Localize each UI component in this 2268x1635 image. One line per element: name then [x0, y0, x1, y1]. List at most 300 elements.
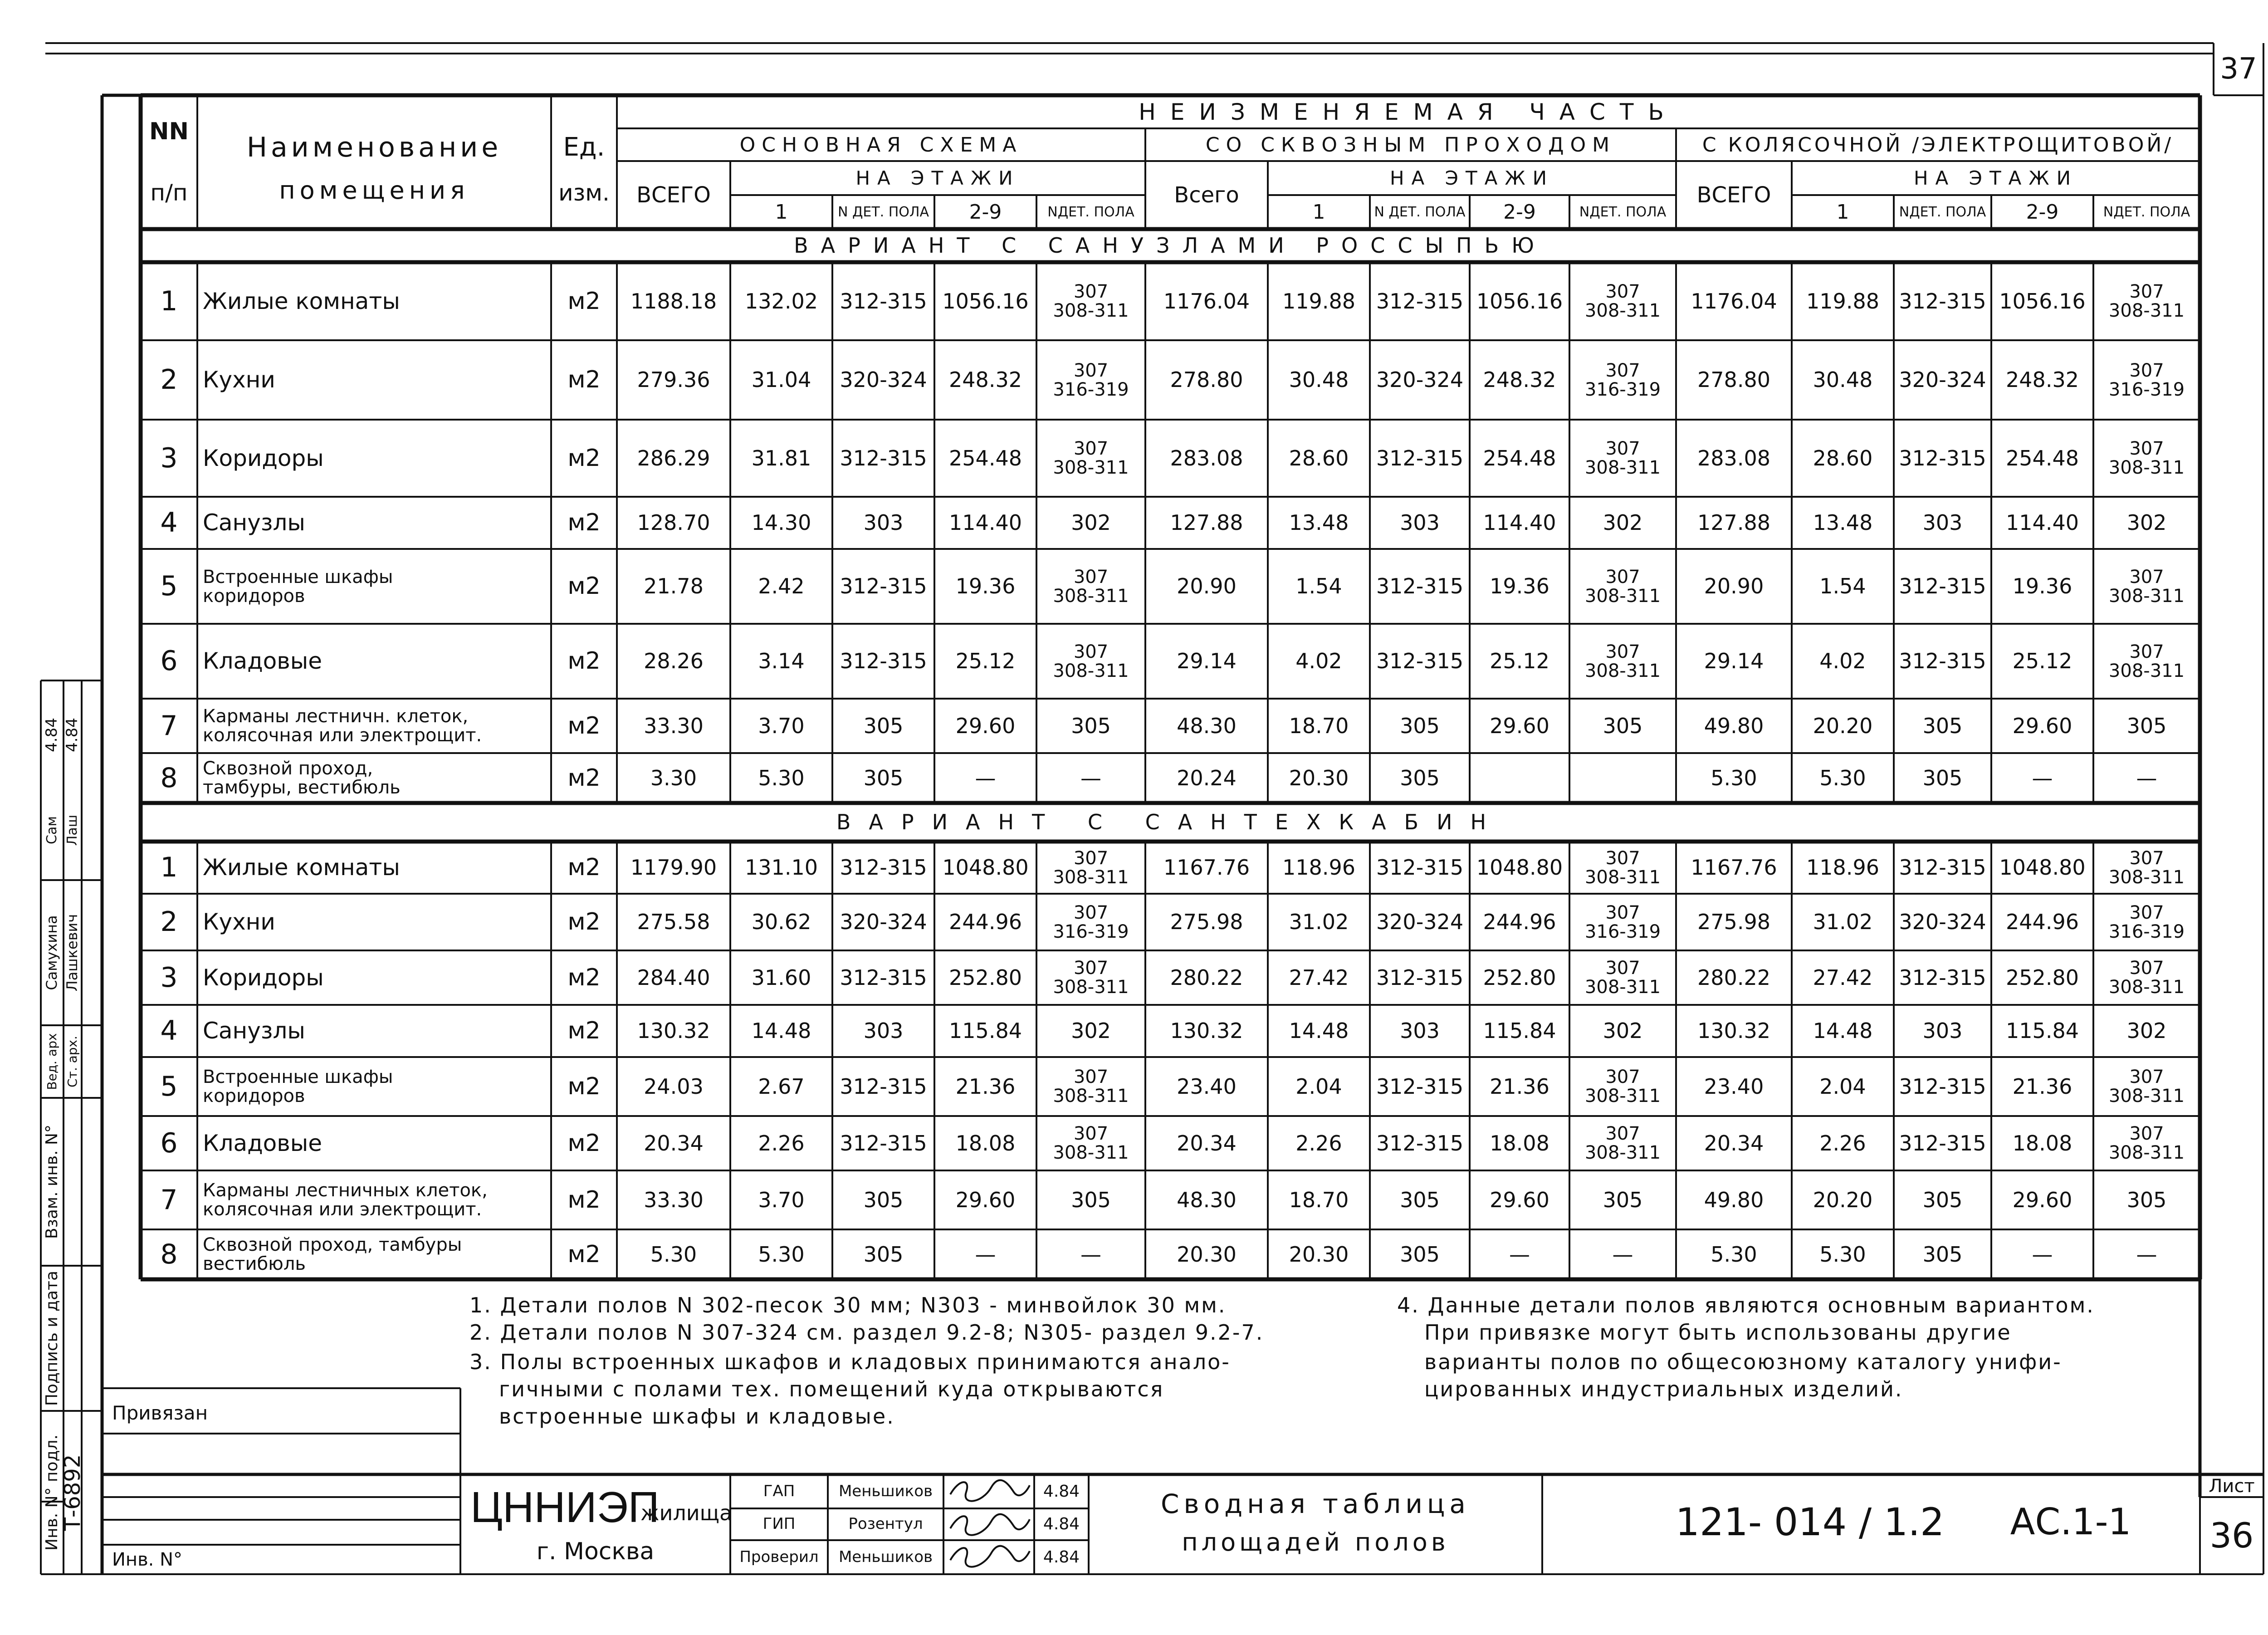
table-cell: 305: [1071, 713, 1111, 738]
row-name: Кладовые: [203, 1130, 322, 1156]
table-cell: —: [975, 1242, 996, 1267]
table-cell: 18.70: [1289, 1187, 1349, 1212]
stamp-sheet-code: АС.1-1: [2010, 1501, 2131, 1543]
table-cell: 302: [1603, 510, 1643, 535]
table-cell: 312-315: [1376, 965, 1464, 990]
table-cell: 14.30: [751, 510, 811, 535]
table-cell: 1179.90: [630, 855, 717, 880]
floor-subheader: 1: [775, 200, 788, 224]
table-cell: 254.48: [2006, 445, 2079, 470]
row-name: Карманы лестничн. клеток, колясочная или электрощит.: [203, 706, 482, 746]
table-cell: 303: [863, 1018, 904, 1043]
table-cell: 307 308-311: [2108, 566, 2185, 607]
floor-subheader: N ДЕТ. ПОЛА: [1374, 204, 1466, 220]
row-number: 8: [160, 762, 178, 794]
row-name: Кухни: [203, 909, 275, 935]
stamp-inv-no: Инв. N°: [112, 1549, 182, 1570]
table-cell: 307 308-311: [1053, 1123, 1129, 1163]
table-cell: 29.14: [1704, 649, 1764, 674]
table-cell: 312-315: [1899, 574, 1986, 599]
row-name: Кухни: [203, 367, 275, 393]
stamp-role: Проверил: [739, 1547, 819, 1566]
table-cell: 305: [2126, 1187, 2167, 1212]
row-unit: м2: [567, 573, 601, 600]
table-cell: 28.60: [1289, 445, 1349, 470]
table-cell: 278.80: [1697, 367, 1770, 392]
table-cell: 307 308-311: [1584, 847, 1661, 888]
stamp-role-date: 4.84: [1043, 1482, 1080, 1501]
table-cell: 48.30: [1177, 1187, 1237, 1212]
table-cell: 302: [2126, 1018, 2167, 1043]
floor-subheader: NДЕТ. ПОЛА: [1047, 204, 1134, 220]
table-cell: 114.40: [1483, 510, 1556, 535]
table-cell: 13.48: [1813, 510, 1873, 535]
table-cell: 3.30: [650, 765, 697, 790]
stamp-role-name: Розентул: [848, 1515, 923, 1533]
stamp-privyazan: Привязан: [112, 1401, 208, 1424]
table-cell: 21.36: [1490, 1074, 1549, 1099]
table-cell: 119.88: [1282, 289, 1355, 313]
row-number: 1: [160, 285, 178, 317]
row-number: 5: [160, 570, 178, 602]
table-cell: 14.48: [751, 1018, 811, 1043]
table-cell: 1048.80: [942, 855, 1029, 880]
table-cell: 23.40: [1177, 1074, 1237, 1099]
table-cell: 312-315: [1899, 1074, 1986, 1099]
row-name: Карманы лестничных клеток, колясочная или электрощит.: [203, 1180, 488, 1220]
table-cell: 49.80: [1704, 1187, 1764, 1212]
stamp-list-no: 36: [2209, 1515, 2254, 1556]
table-cell: 1048.80: [1476, 855, 1563, 880]
stamp-title-line1: Сводная таблица: [1161, 1488, 1470, 1519]
group-floors-header: НА ЭТАЖИ: [1913, 166, 2078, 189]
table-cell: 244.96: [1483, 910, 1556, 935]
row-name: Санузлы: [203, 1018, 305, 1044]
table-cell: 29.60: [955, 713, 1016, 738]
table-cell: 20.30: [1289, 765, 1349, 790]
table-cell: 284.40: [637, 965, 710, 990]
table-cell: 21.78: [644, 574, 704, 599]
table-cell: 1.54: [1295, 574, 1342, 599]
table-cell: 312-315: [1376, 649, 1464, 674]
table-cell: 20.20: [1813, 1187, 1873, 1212]
table-cell: 4.02: [1295, 649, 1342, 674]
table-cell: 29.60: [1490, 1187, 1549, 1212]
table-cell: 280.22: [1170, 965, 1243, 990]
table-cell: 312-315: [1899, 855, 1986, 880]
table-cell: 1056.16: [1999, 289, 2086, 313]
table-cell: 303: [1922, 1018, 1963, 1043]
table-cell: 307 308-311: [1053, 566, 1129, 607]
table-cell: —: [1509, 1242, 1530, 1267]
table-cell: 307 308-311: [1053, 438, 1129, 478]
row-unit: м2: [567, 764, 601, 792]
table-cell: 252.80: [2006, 965, 2079, 990]
table-cell: 307 308-311: [1584, 958, 1661, 998]
floor-subheader: NДЕТ. ПОЛА: [2103, 204, 2190, 220]
stamp-role-date: 4.84: [1043, 1547, 1080, 1566]
table-cell: 312-315: [840, 649, 927, 674]
table-cell: 28.26: [644, 649, 704, 674]
table-cell: 127.88: [1170, 510, 1243, 535]
table-cell: 307 308-311: [1053, 958, 1129, 998]
side-approval-sign: Сам: [44, 816, 60, 844]
table-cell: 303: [1400, 510, 1440, 535]
table-cell: 254.48: [949, 445, 1022, 470]
table-cell: 5.30: [1819, 1242, 1866, 1267]
table-cell: 312-315: [840, 574, 927, 599]
table-cell: 307 308-311: [1584, 1067, 1661, 1106]
page-number-top: 37: [2220, 52, 2257, 86]
table-cell: 5.30: [650, 1242, 697, 1267]
group-total-header: ВСЕГО: [1696, 182, 1771, 208]
table-cell: 320-324: [840, 910, 927, 935]
table-cell: 130.32: [637, 1018, 710, 1043]
floor-subheader: 2-9: [1503, 200, 1536, 224]
table-cell: 307 308-311: [1584, 566, 1661, 607]
table-cell: 14.48: [1813, 1018, 1873, 1043]
table-cell: 312-315: [1899, 649, 1986, 674]
table-cell: [1569, 753, 1676, 803]
table-cell: 29.60: [955, 1187, 1016, 1212]
row-number: 1: [160, 852, 178, 883]
table-cell: —: [2136, 765, 2157, 790]
table-cell: 307 308-311: [1053, 281, 1129, 321]
table-cell: 1167.76: [1691, 855, 1777, 880]
table-cell: 118.96: [1282, 855, 1355, 880]
table-cell: 19.36: [2012, 574, 2072, 599]
table-cell: 20.20: [1813, 713, 1873, 738]
table-cell: 312-315: [840, 445, 927, 470]
table-cell: 27.42: [1289, 965, 1349, 990]
header-nn: NN: [149, 117, 189, 145]
table-cell: 20.34: [1177, 1131, 1237, 1155]
table-cell: 130.32: [1170, 1018, 1243, 1043]
row-name: Коридоры: [203, 445, 324, 471]
table-cell: 307 308-311: [1053, 641, 1129, 681]
header-pp: п/п: [150, 179, 188, 206]
stamp-org-sub: жилища: [640, 1500, 733, 1525]
table-cell: 119.88: [1806, 289, 1879, 313]
table-cell: 1176.04: [1163, 289, 1250, 313]
stamp-role-date: 4.84: [1043, 1515, 1080, 1534]
table-cell: 320-324: [1376, 367, 1464, 392]
table-cell: 312-315: [840, 1074, 927, 1099]
section-title: ВАРИАНТ С САНТЕХКАБИН: [836, 810, 1505, 835]
table-cell: 2.04: [1819, 1074, 1866, 1099]
table-cell: —: [1080, 765, 1101, 790]
table-cell: 305: [1400, 1187, 1440, 1212]
stamp-org-city: г. Москва: [536, 1537, 655, 1565]
table-cell: 248.32: [1483, 367, 1556, 392]
table-cell: —: [2032, 765, 2053, 790]
table-cell: —: [2032, 1242, 2053, 1267]
stamp-list-label: Лист: [2209, 1476, 2255, 1497]
table-cell: 307 316-319: [2108, 360, 2185, 400]
table-cell: 30.62: [751, 910, 811, 935]
table-cell: 305: [863, 713, 904, 738]
floor-subheader: 2-9: [2026, 200, 2059, 224]
table-cell: [1470, 753, 1569, 803]
row-unit: м2: [567, 366, 601, 394]
side-approval-name: Самухина: [43, 915, 61, 990]
table-cell: 307 308-311: [1053, 847, 1129, 888]
table-cell: 25.12: [1490, 649, 1549, 674]
table-cell: 18.08: [955, 1131, 1016, 1155]
table-cell: 2.04: [1295, 1074, 1342, 1099]
group-total-header: Всего: [1174, 182, 1239, 208]
table-cell: 307 308-311: [2108, 438, 2185, 478]
row-number: 6: [160, 645, 178, 677]
row-unit: м2: [567, 964, 601, 991]
table-cell: 28.60: [1813, 445, 1873, 470]
side-inv-value: Т-6892: [59, 1454, 85, 1531]
table-cell: 252.80: [1483, 965, 1556, 990]
table-cell: 307 316-319: [1053, 902, 1129, 942]
table-cell: 312-315: [1899, 445, 1986, 470]
table-cell: 25.12: [2012, 649, 2072, 674]
table-cell: 3.70: [758, 713, 805, 738]
signature-icon: [946, 1510, 1032, 1538]
table-cell: 21.36: [955, 1074, 1016, 1099]
table-cell: 130.32: [1697, 1018, 1770, 1043]
row-name: Сквозной проход, тамбуры, вестибюль: [203, 758, 401, 798]
table-cell: 3.70: [758, 1187, 805, 1212]
side-inv-label: Инв. N° подл.: [43, 1434, 62, 1551]
table-cell: 48.30: [1177, 713, 1237, 738]
table-cell: 49.80: [1704, 713, 1764, 738]
table-cell: 24.03: [644, 1074, 704, 1099]
table-cell: 312-315: [840, 965, 927, 990]
header-unit-line2: изм.: [558, 179, 610, 206]
table-cell: 248.32: [949, 367, 1022, 392]
table-cell: 312-315: [1376, 574, 1464, 599]
group-floors-header: НА ЭТАЖИ: [855, 166, 1020, 189]
table-cell: 5.30: [1711, 765, 1757, 790]
table-cell: 305: [2126, 713, 2167, 738]
table-cell: 275.98: [1170, 910, 1243, 935]
table-cell: 2.26: [758, 1131, 805, 1155]
table-cell: 1048.80: [1999, 855, 2086, 880]
note-right: 4. Данные детали полов являются основным вариантом.: [1397, 1293, 2095, 1317]
note-left: 1. Детали полов N 302-песок 30 мм; N303 - минвойлок 30 мм.: [469, 1293, 1227, 1317]
row-number: 8: [160, 1238, 178, 1270]
row-number: 3: [160, 961, 178, 994]
table-cell: 283.08: [1697, 445, 1770, 470]
row-number: 7: [160, 710, 178, 742]
table-cell: 307 316-319: [1584, 902, 1661, 942]
table-cell: 312-315: [1376, 445, 1464, 470]
table-cell: 31.02: [1813, 910, 1873, 935]
table-cell: 312-315: [1376, 1074, 1464, 1099]
group-title: ОСНОВНАЯ СХЕМА: [739, 133, 1023, 157]
side-sign-label: Подпись и дата: [43, 1270, 62, 1406]
row-unit: м2: [567, 1129, 601, 1157]
table-cell: 302: [2126, 510, 2167, 535]
table-cell: 307 316-319: [1584, 360, 1661, 400]
table-cell: 19.36: [1490, 574, 1549, 599]
table-cell: 244.96: [2006, 910, 2079, 935]
table-cell: 305: [1922, 1242, 1963, 1267]
table-cell: 307 308-311: [1053, 1067, 1129, 1106]
table-cell: 305: [1922, 713, 1963, 738]
table-cell: 20.30: [1177, 1242, 1237, 1267]
stamp-role: ГАП: [763, 1482, 795, 1500]
table-cell: 305: [1400, 713, 1440, 738]
table-cell: 132.02: [745, 289, 818, 313]
table-cell: 21.36: [2012, 1074, 2072, 1099]
side-approval-sign: Лаш: [64, 814, 81, 846]
table-cell: 307 308-311: [1584, 641, 1661, 681]
row-number: 6: [160, 1127, 178, 1159]
table-cell: 29.60: [2012, 1187, 2072, 1212]
table-cell: 307 308-311: [2108, 641, 2185, 681]
table-cell: —: [975, 765, 996, 790]
table-cell: 312-315: [840, 855, 927, 880]
row-name: Жилые комнаты: [203, 854, 400, 881]
table-cell: 2.67: [758, 1074, 805, 1099]
row-unit: м2: [567, 1186, 601, 1214]
floor-subheader: NДЕТ. ПОЛА: [1579, 204, 1667, 220]
table-cell: 5.30: [758, 1242, 805, 1267]
row-number: 7: [160, 1184, 178, 1216]
stamp-role-name: Меньшиков: [838, 1547, 933, 1566]
table-cell: 31.81: [751, 445, 811, 470]
table-cell: 305: [1071, 1187, 1111, 1212]
note-right: цированных индустриальных изделий.: [1424, 1377, 1903, 1401]
header-name-line1: Наименование: [246, 131, 502, 163]
table-cell: 305: [1922, 1187, 1963, 1212]
table-cell: 312-315: [1899, 965, 1986, 990]
table-cell: 280.22: [1697, 965, 1770, 990]
table-cell: 30.48: [1289, 367, 1349, 392]
table-cell: 244.96: [949, 910, 1022, 935]
side-approval-role: Вед. арх: [44, 1033, 60, 1090]
row-number: 3: [160, 442, 178, 474]
floor-subheader: 1: [1836, 200, 1849, 224]
table-cell: 307 308-311: [1584, 438, 1661, 478]
row-number: 2: [160, 906, 178, 938]
table-cell: 33.30: [644, 1187, 704, 1212]
group-title: СО СКВОЗНЫМ ПРОХОДОМ: [1205, 133, 1616, 157]
table-cell: 307 316-319: [1053, 360, 1129, 400]
row-number: 4: [160, 507, 178, 538]
side-approval-date: 4.84: [63, 718, 82, 752]
table-cell: 307 316-319: [2108, 902, 2185, 942]
table-cell: 127.88: [1697, 510, 1770, 535]
table-cell: 275.58: [637, 910, 710, 935]
table-cell: 20.34: [644, 1131, 704, 1155]
table-cell: 312-315: [840, 289, 927, 313]
side-vzam-label: Взам. инв. N°: [43, 1125, 62, 1239]
floor-subheader: N ДЕТ. ПОЛА: [837, 204, 929, 220]
signature-icon: [946, 1542, 1032, 1572]
table-cell: 307 308-311: [2108, 1123, 2185, 1163]
stamp-title-line2: площадей полов: [1182, 1527, 1449, 1557]
table-cell: 312-315: [840, 1131, 927, 1155]
table-cell: 279.36: [637, 367, 710, 392]
table-cell: 320-324: [840, 367, 927, 392]
table-cell: 252.80: [949, 965, 1022, 990]
row-unit: м2: [567, 854, 601, 881]
table-cell: 2.42: [758, 574, 805, 599]
note-right: При привязке могут быть использованы другие: [1424, 1320, 2012, 1345]
table-cell: 286.29: [637, 445, 710, 470]
table-cell: 312-315: [1376, 289, 1464, 313]
row-name: Коридоры: [203, 964, 324, 991]
row-unit: м2: [567, 712, 601, 739]
table-cell: 5.30: [758, 765, 805, 790]
table-cell: 305: [863, 1242, 904, 1267]
table-cell: 4.02: [1819, 649, 1866, 674]
table-cell: 114.40: [949, 510, 1022, 535]
table-cell: 128.70: [637, 510, 710, 535]
table-cell: 305: [1400, 765, 1440, 790]
table-cell: 307 308-311: [1584, 281, 1661, 321]
table-cell: 278.80: [1170, 367, 1243, 392]
table-cell: 320-324: [1899, 367, 1986, 392]
row-name: Жилые комнаты: [203, 288, 400, 314]
row-name: Кладовые: [203, 648, 322, 675]
floor-subheader: NДЕТ. ПОЛА: [1899, 204, 1986, 220]
table-cell: 13.48: [1289, 510, 1349, 535]
table-cell: 27.42: [1813, 965, 1873, 990]
row-unit: м2: [567, 444, 601, 472]
group-total-header: ВСЕГО: [636, 182, 711, 208]
row-name: Встроенные шкафы коридоров: [203, 566, 393, 607]
table-cell: 18.08: [1490, 1131, 1549, 1155]
table-cell: 305: [1603, 713, 1643, 738]
table-cell: 19.36: [955, 574, 1016, 599]
table-cell: 31.60: [751, 965, 811, 990]
table-cell: 312-315: [1899, 1131, 1986, 1155]
table-cell: —: [1612, 1242, 1633, 1267]
table-cell: 254.48: [1483, 445, 1556, 470]
side-approval-name: Лашкевич: [64, 914, 81, 992]
floor-subheader: 1: [1312, 200, 1325, 224]
table-cell: 283.08: [1170, 445, 1243, 470]
table-cell: 30.48: [1813, 367, 1873, 392]
table-cell: 305: [1400, 1242, 1440, 1267]
table-cell: 303: [863, 510, 904, 535]
table-cell: 305: [863, 765, 904, 790]
table-cell: 31.02: [1289, 910, 1349, 935]
side-approval-role: Ст. арх.: [65, 1035, 80, 1088]
table-cell: 1176.04: [1691, 289, 1777, 313]
row-name: Сквозной проход, тамбуры вестибюль: [203, 1234, 462, 1274]
table-cell: 20.30: [1289, 1242, 1349, 1267]
table-cell: 305: [1922, 765, 1963, 790]
table-cell: 320-324: [1376, 910, 1464, 935]
table-cell: 115.84: [949, 1018, 1022, 1043]
stamp-role-name: Меньшиков: [838, 1482, 933, 1500]
row-number: 4: [160, 1015, 178, 1047]
table-cell: 5.30: [1711, 1242, 1757, 1267]
table-cell: 303: [1922, 510, 1963, 535]
table-cell: 307 308-311: [2108, 847, 2185, 888]
row-unit: м2: [567, 647, 601, 675]
table-cell: 20.24: [1177, 765, 1237, 790]
row-unit: м2: [567, 287, 601, 315]
table-cell: 307 308-311: [2108, 1067, 2185, 1106]
stamp-org-name: ЦННИЭП: [470, 1483, 660, 1532]
table-cell: 20.90: [1177, 574, 1237, 599]
row-name: Встроенные шкафы коридоров: [203, 1067, 393, 1106]
side-approval-date: 4.84: [43, 718, 61, 752]
table-cell: 131.10: [745, 855, 818, 880]
header-unit-line1: Ед.: [563, 132, 605, 162]
table-cell: 302: [1071, 510, 1111, 535]
